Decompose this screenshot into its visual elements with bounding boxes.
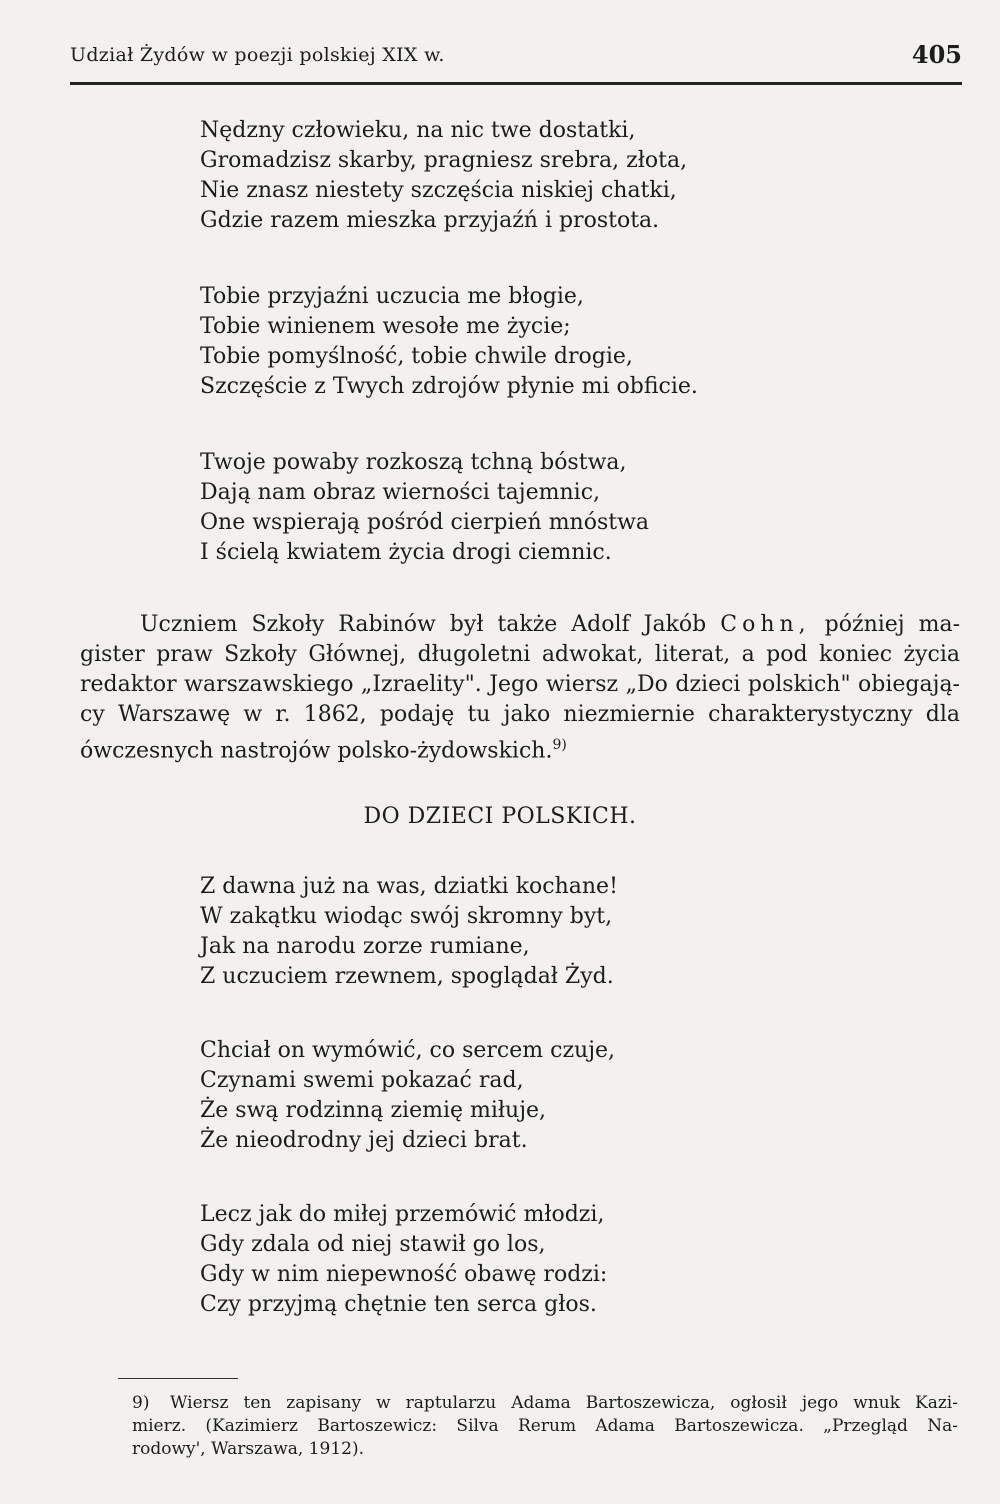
- header-title: Udział Żydów w poezji polskiej XIX w.: [70, 44, 445, 66]
- poem1-stanza-1: [200, 116, 687, 236]
- verse-line: Nędzny człowieku, na nic twe dostatki,: [200, 118, 636, 143]
- verse-line: I ścielą kwiatem życia drogi ciemnic.: [200, 540, 612, 565]
- poem2-stanza-1: [200, 872, 618, 992]
- paragraph-line: [80, 730, 960, 766]
- verse-line: Tobie winienem wesołe me życie;: [200, 314, 571, 339]
- header-rule: [70, 82, 962, 85]
- verse-line: Tobie pomyślność, tobie chwile drogie,: [200, 344, 633, 369]
- poem-title: DO DZIECI POLSKICH.: [363, 804, 637, 829]
- paragraph-line: redaktor warszawskiego „Izraelity". Jego wiersz „Do dzieci polskich" obiegają-: [80, 672, 960, 697]
- verse-line: Czynami swemi pokazać rad,: [200, 1068, 524, 1093]
- verse-line: Że nieodrodny jej dzieci brat.: [200, 1128, 528, 1153]
- verse-line: Nie znasz niestety szczęścia niskiej chatki,: [200, 178, 677, 203]
- footnote-line: mierz. (Kazimierz Bartoszewicz: Silva Rerum Adama Bartoszewicza. „Przegląd Na-: [132, 1416, 958, 1436]
- verse-line: Jak na narodu zorze rumiane,: [200, 934, 530, 959]
- paragraph-line: cy Warszawę w r. 1862, podaję tu jako niezmiernie charakterystyczny dla: [80, 702, 960, 727]
- verse-line: Chciał on wymówić, co sercem czuje,: [200, 1038, 616, 1063]
- verse-line: Twoje powaby rozkoszą tchną bóstwa,: [200, 450, 627, 475]
- footnote-line: [132, 1392, 958, 1415]
- verse-line: Że swą rodzinną ziemię miłuje,: [200, 1098, 547, 1123]
- verse-line: Z dawna już na was, dziatki kochane!: [200, 874, 618, 899]
- footnote-line: rodowy', Warszawa, 1912).: [132, 1439, 364, 1459]
- paragraph-line: [80, 610, 960, 640]
- verse-line: Czy przyjmą chętnie ten serca głos.: [200, 1292, 597, 1317]
- verse-line: Gdzie razem mieszka przyjaźń i prostota.: [200, 208, 660, 233]
- paragraph-line: gister praw Szkoły Głównej, długoletni adwokat, literat, a pod koniec życia: [80, 642, 960, 667]
- paragraph-text: później ma-: [824, 612, 961, 637]
- footnote-reference: 9): [552, 737, 567, 753]
- verse-line: One wspierają pośród cierpień mnóstwa: [200, 510, 650, 535]
- footnote-text: Wiersz ten zapisany w raptularzu Adama Bartoszewicza, ogłosił jego wnuk Kazi-: [170, 1393, 958, 1413]
- running-header: [70, 40, 962, 80]
- author-name: Cohn,: [720, 612, 811, 637]
- verse-line: Gdy w nim niepewność obawę rodzi:: [200, 1262, 608, 1287]
- poem1-stanza-3: [200, 448, 649, 568]
- verse-line: Tobie przyjaźni uczucia me błogie,: [200, 284, 584, 309]
- verse-line: Dają nam obraz wierności tajemnic,: [200, 480, 601, 505]
- verse-line: Gromadzisz skarby, pragniesz srebra, złota,: [200, 148, 688, 173]
- footnote-rule: [118, 1378, 238, 1379]
- paragraph-text: Uczniem Szkoły Rabinów był także Adolf Jakób: [140, 612, 707, 637]
- page-number: 405: [911, 40, 962, 69]
- verse-line: Lecz jak do miłej przemówić młodzi,: [200, 1202, 605, 1227]
- footnote: [132, 1392, 958, 1461]
- poem1-stanza-2: [200, 282, 698, 402]
- verse-line: Gdy zdala od niej stawił go los,: [200, 1232, 546, 1257]
- poem2-stanza-2: [200, 1036, 615, 1156]
- footnote-mark: 9): [132, 1393, 150, 1413]
- verse-line: Szczęście z Twych zdrojów płynie mi obficie.: [200, 374, 698, 399]
- poem2-stanza-3: [200, 1200, 607, 1320]
- verse-line: W zakątku wiodąc swój skromny byt,: [200, 904, 613, 929]
- body-paragraph: [80, 610, 960, 766]
- paragraph-text: ówczesnych nastrojów polsko-żydowskich.: [80, 738, 553, 764]
- verse-line: Z uczuciem rzewnem, spoglądał Żyd.: [200, 964, 614, 989]
